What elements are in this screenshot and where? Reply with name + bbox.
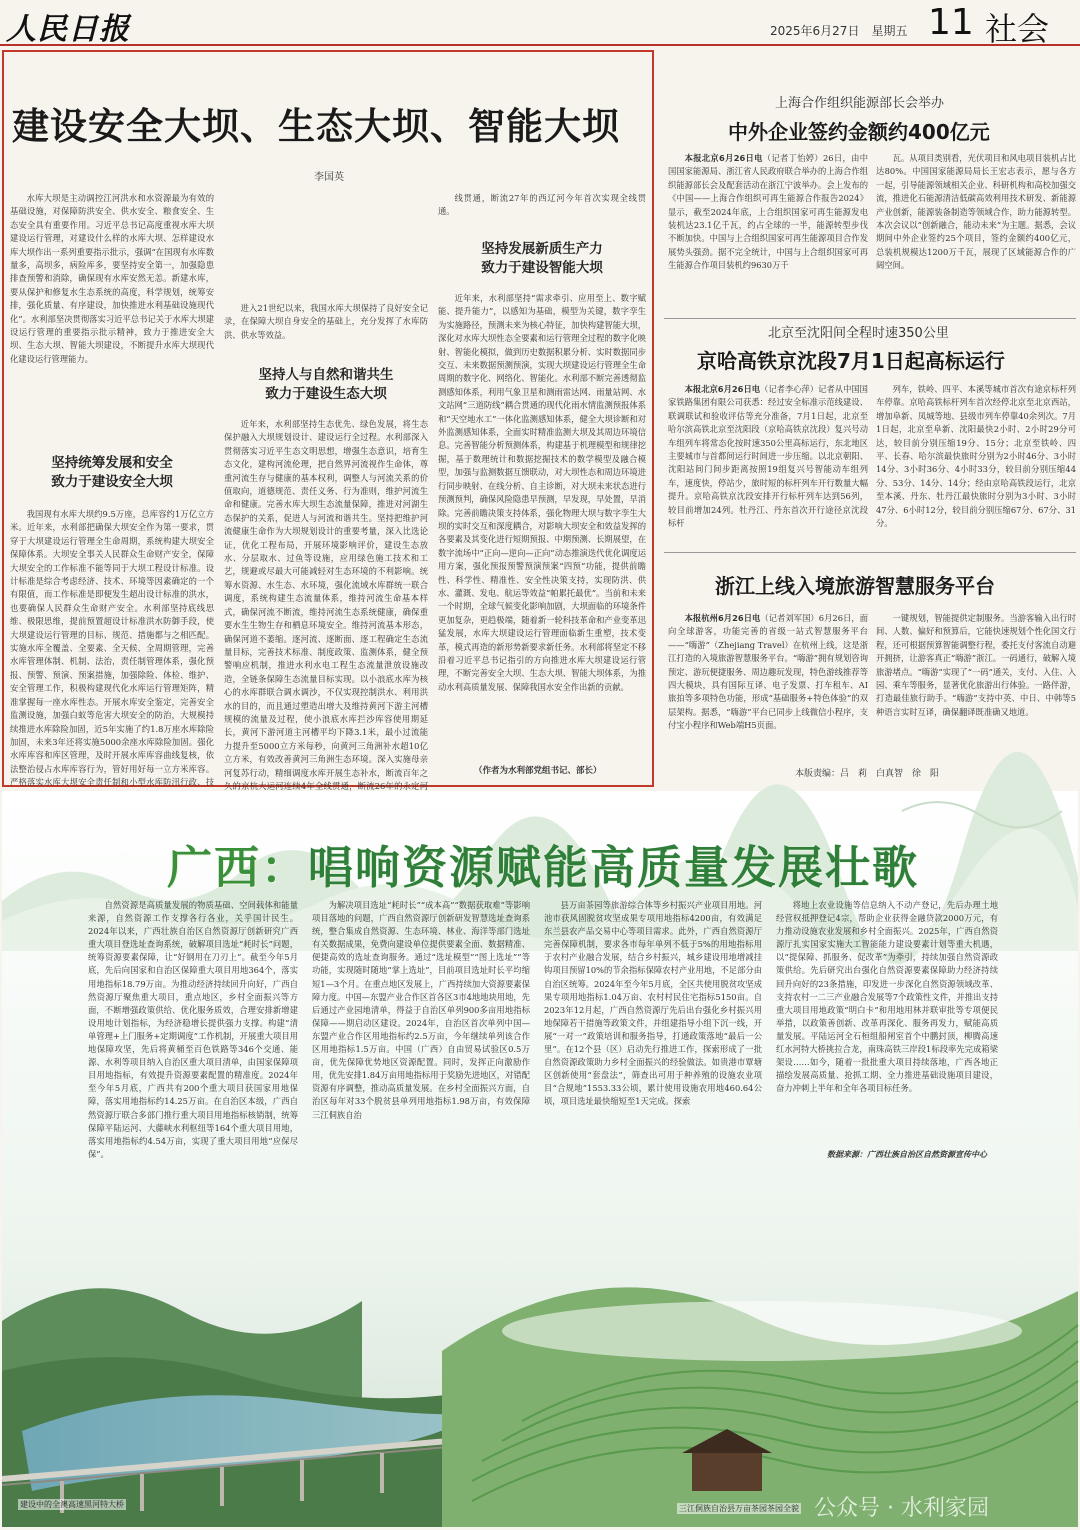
guangxi-title — [167, 831, 919, 896]
story1-headline: 中外企业签约金额约400亿元 — [728, 120, 990, 144]
story3-column-1 — [668, 612, 868, 760]
subheading-smart-dam: 坚持发展新质生产力 致力于建设智能大坝 — [481, 241, 603, 276]
story3-column-2: 一键规划，智能提供定制服务。当游客输入出行时间、人数、偏好和预算后，它能快速规划个性化国文行程，还可根据预算智能调整行程，委托支付客流自动避开拥挤，让游客真正“嗨游”浙江。一码通行，破解入境旅游堵点。“嗨游”实现了“一码”通关，支付、入住、入园、乘车等服务，显著优化旅游出行体验。一路伴游，打造最佳旅行助手。“嗨游”支持中英、中日、中韩等5种语言实时互译，确保翻译既准确又地道。 — [876, 613, 1076, 717]
story2-text-1: （记者李心萍）记者从中国国家铁路集团有限公司获悉：经过安全标准示范线建设、联调联试和验收评估等充分准备，7月1日起，北京至哈尔滨高铁北京至沈阳段（京哈高铁京沈段）复兴号动车组列车将常态化按时速350公里高标运行，东北地区主要城市与首都间运行时间进一步压缩。以北京朝阳、沈阳站间门间步距离按照19组复兴号智能动车组列车，速度快，停站少，旅时短的标杆列车开行数量大幅提升。京哈高铁京沈段安排开行标杆列车达到56列，较目前增加24列。牡丹江、丹东首次开行途径京沈段标杆 — [668, 384, 868, 529]
guangxi-column-3: 县万亩茶园等旅游综合体等乡村振兴产业项目用地。河池市获风固脱贫攻坚成果专项用地指标4200亩，有效满足东兰县农产品交易中心等项目需求。此外，广西自然资源厅完善保障机制，要求各市每年单列不低于5%的用地指标用于农村产业融合发展，结合乡村振兴，城乡建设用地增减挂钩项目预留10%的节余指标保障农村产业用地，不足部分由自治区统筹。2024年至今年5月底，全区共使用脱贫攻坚成果专项用地指标1.04万亩、农村村民住宅指标5150亩。自2023年12月起，广西自然资源厅先后出台强化乡村振兴用地保障若干措施等政策文件，并组建指导小组下沉一线，开展“一对一”政策培训和服务指导，打通政策落地“最后一公里”。在12个县（区）启动先行推进工作，探索形成了一批自然资源政策助力乡村全面振兴的经验做法。如贵港市覃塘区创新使用“套盘法”，筛查出可用于种养殖的设施农业项目“合规地”1553.33公顷，累计使用设施农用地460.64公顷，项目选址最快缩短至1天完成。探索 — [544, 900, 762, 1107]
photo-caption-tea-garden: 三江侗族自治县万亩茶园茶园全貌 — [679, 1504, 799, 1513]
story3-text-1: （记者刘军国）6月26日，面向全球游客，功能完善的省级一站式智慧服务平台——“嗨游”（Zhejiang Travel）在杭州上线，这是浙江打造的入境旅游智慧服务平台。“嗨游”拥有规划咨询预定、游玩便捷服务、周边趣玩发现，特色游线推荐等四大模块，具有国际互译、电子发票、打车租车、AI旅拍等多项特色功能，形成“基础服务+特色体验”的双层架构。据悉，“嗨游”平台已同步上线微信小程序，支付宝小程序和Web端H5页面。 — [668, 613, 868, 731]
article-column-2-top: 进入21世纪以来，我国水库大坝保持了良好安全记录，在保障大坝自身安全的基础上，充分发挥了水库防洪、供水等效益。 — [224, 303, 428, 340]
masthead — [0, 0, 1080, 46]
article-column-2-bottom: 近年来，水利部坚持生态优先、绿色发展，将生态保护融入大坝规划设计、建设运行全过程。水利部深入贯彻落实习近平生态文明思想，增强生态意识，培育生态文化，建构河流伦理，把自然界河流视作生命体，尊重河流生存与健康的基本权利，调整人与河流关系的价值取向，道德规范、责任义务、行为准则，维护河流生命和健康。完善水库大坝生态流量保障，推进对河湖生态保护的关系，促进人与河流和谐共生。坚持把维护河流健康生命作为大坝规划设计的重要考量，深入比选论证，优化工程布局，开展环境影响评价，建设生态放水、分层取水、过鱼等设施，应用绿色施工技术和工艺，规避或尽最大可能减轻对生态环境的不利影响。统筹水资源、水生态、水环境，强化流域水库群统一联合调度，系统构建生态流量体系，维持河流生命基本样式，确保河流不断流，维持河流生态系统健康，确保重要水生生物生存和栖息环境安全。维持河流基本形态，确保河道不萎缩。逐河流、逐断面、逐工程确定生态流量目标，完善技术标准、制度政策、监测体系，健全预警响应机制，推进水利水电工程生态流量泄放设施改造，全链条保障生态流量目标实现。以小浪底水库为核心的水库群联合调水调沙，不仅实现控制洪水、利用洪水的目的，而且通过塑造出增大及维持黄河下游主河槽规模的流量及过程，使小浪底水库拦沙库容使用期延长，黄河下游河道主河槽平均下降3.1米，最小过流能力提升至5000立方米每秒，向黄河三角洲补水超10亿立方米，有效改善黄河三角洲生态环境。深入实施母亲河复苏行动，精细调度水库开展生态补水，断流百年之久的京杭大运河连续4年全线贯通，断流26年的永定河 — [224, 419, 428, 791]
article-author: 李国英 — [314, 172, 344, 183]
article-column-1-top: 水库大坝是主动调控江河洪水和水资源最为有效的基础设施，对保障防洪安全、供水安全、粮食安全、生态安全具有重要作用。习近平总书记高度重视水库大坝建设运行管理，对建设什么样的水库大坝、怎样建设水库大坝作出一系列重要指示批示，强调“在国现有水库数量多，高坝多，病险库多，要坚持安全第一，加强隐患排查预警和消除，确保现有水库安然无恙。新建水库，要从保护和修复水生态系统的高度，科学规划，统筹安排，强化质量、有序建设，加快推进水利基础设施现代化”。水利部坚决贯彻落实习近平总书记关于水库大坝建设运行管理的重要指示批示精神，致力于推进安全大坝、生态大坝、智能大坝建设，不断提升水库大坝现代化建设运行管理能力。 — [10, 193, 214, 364]
story2-kicker: 北京至沈阳间全程时速350公里 — [768, 326, 949, 341]
page-number: 11 — [928, 2, 974, 43]
page-editors: 本版责编：吕 莉 白真智 徐 阳 — [795, 769, 940, 779]
story2-headline: 京哈高铁京沈段7月1日起高标运行 — [697, 349, 1005, 373]
story2-dateline: 本报北京6月26日电 — [684, 384, 761, 394]
guangxi-column-4: 将地上农业设施等信息纳入不动产登记，先后办理土地经营权抵押登记4宗，帮助企业获得金融贷款2000万元，有力推动设施农业发展和乡村全面振兴。2025年，广西自然资源厅扎实国家实施大工智能能力建设要素计划等重大机遇，以“提保障、抓服务、促改革”为牵引，持续加强自然资源政策供给。先后研究出台强化自然资源要素保障助力经济持续回升向好的23条措施，印发进一步深化自然资源领域改革、支持农村一二三产业融合发展等7个政策性文件，并推出支持重大项目用地政策“明白卡”和用地用林并联审批等专项便民举措，以政策善创新、改革再深化、服务再发力，赋能高质量发展。平陆运河全石桓组船闸室首个中鹏封顶，柳腾高速红水河特大桥挑拉合龙，南珠高铁三岸段1标段率先完成箱梁架设……如今，随着一批批重大项目持续落地，广西各地正描绘发展高质量、抢抓工期、全力推进基础设施项目建设，奋力冲刺上半年和全年各项目标任务。 — [776, 900, 998, 1094]
subheading-eco-dam: 坚持人与自然和谐共生 致力于建设生态大坝 — [258, 367, 394, 402]
story2-column-2: 列车，铁岭、四平、本溪等城市首次有途京标杆列车停靠。京哈高铁标杆列车首次经停北京至北京西站，增加阜新、凤城等地、县级市列车停靠40余列次。7月1日起，北京至阜新、沈阳最快2小时、2小时29分可达，较目前分别压缩19分、15分；北京至铁岭、四平、长春、哈尔滨最快旅时分别为2小时46分、3小时14分、3小时36分、4小时33分，较目前分别压缩44分、53分、14分、14分；经由京哈高铁段运行，北京至本溪、丹东、牡丹江最快旅时分别为3小时、3小时47分、6小时12分，较目前分别压缩67分、67分、31分。 — [876, 384, 1076, 529]
guangxi-title-tail: 唱响资源赋能高质量发展壮歌 — [308, 841, 920, 894]
guangxi-feature — [2, 791, 1078, 1527]
guangxi-title-lead: 广西： — [167, 841, 309, 894]
story1-column-1 — [668, 152, 868, 314]
article-column-3-bottom: 近年来，水利部坚持“需求牵引、应用至上、数字赋能、提升能力”，以感知为基础，模型为关键，数字孪生为实施路径，预测未来为核心特征，加快构建智能大坝，深化对水库大坝性态全要素和运行管理全过程的数字化映射、智能化模拟，做到历史数据积累分析、实时数据同步交互、未来数据预测预演，实现大坝建设运行管理全生命周期的数字化、网络化、智能化。水利部不断完善透彻监测感知体系，利用气象卫星和测雨雷达网、雨量站网、水文站网“三道防线”耦合贯通的现代化雨水情监测预报体系和“天空地水工”一体化监测感知体系，健全大坝诊断和对外监测感知体系，全面实时精准监测大坝及其周边环境信息。完善智能分析预测体系，构建基于机理模型和规律挖掘，基于数理统计和数据挖掘技术的数学模型及融合模型，加强与监测数据互馈联动，对大坝性态和周边环境进行同步映射、在线分析、自主诊断，对大坝未来状态进行预测预判，确保风险隐患早预测，早发现，早处置，早消除。完善前瞻决策支持体系，强化物理大坝与数字孪生大坝的实时交互和深度耦合，对影响大坝安全和效益发挥的各要素及其变化进行短期预报、中期预测、长期展望，在数字流场中“正向—逆向—正向”动态推演迭代优化调度运用方案，强化预报预警预演预案“四预”功能，提供前瞻性、科学性、精准性、安全性决策支持，实现防洪、供水、灌溉、发电、航运等效益“帕累托最优”。当前和未来一个时期，全球气候变化影响加剧，大坝面临的环境条件更加复杂，更趋极端，随着新一轮科技革命和产业变革迅猛发展，水库大坝建设运行管理面临新生重塑，技术变革，模式再造的新形势新要求新任务。水利部将坚定不移沿着习近平总书记指引的方向推进水库大坝建设运行管理，不断完善安全大坝、生态大坝、智能大坝体系，为推动水利高质量发展、保障我国水安全作出新的贡献。 — [438, 293, 646, 692]
watermark: 公众号 · 水利家园 — [814, 1496, 989, 1521]
divider — [664, 318, 1076, 319]
issue-date: 2025年6月27日 星期五 — [770, 24, 908, 38]
article-column-3-top: 线贯通，断流27年的西辽河今年首次实现全线贯通。 — [438, 193, 646, 217]
data-source: 数据来源：广西壮族自治区自然资源宣传中心 — [827, 1149, 987, 1159]
story3-dateline: 本报杭州6月26日电 — [684, 613, 761, 623]
story1-dateline: 本报北京6月26日电 — [684, 153, 763, 163]
guangxi-column-1: 自然资源是高质量发展的物质基础、空间载体和能量来源，自然资源工作支撑各行各业，关乎国计民生。2024年以来，广西壮族自治区自然资源厅创新研究广西重大项目登选址查询系统，破解项目选址“耗时长”问题，统筹资源要素保障，让“好钢用在刀刃上”。截至今年5月底，先后向国家和自治区保障重大项目用地364个，落实用地指标18.79万亩。为推动经济持续回升向好，广西自然资源厅聚焦重大项目，重点地区，乡村全面振兴等方面，不断增强政策供给、优化服务质效，合理安排新增建设用地计划指标，为经济稳增长提供强力支撑。构建“清单管理+上门服务+定期调度”工作机制，开展重大项目用地保障攻坚，先后将黄桶至百色铁路等346个交通、能源、水利等项目纳入自治区重大项目清单，由国家保障项目用地指标，有效提升资源要素配置的精准度。2024年至今年5月底，广西共有200个重大项目获国家用地保障，落实用地指标约14.25万亩。在自治区本级，广西自然资源厅联合多部门推行重大项目用地指标核销制，统筹保障平陆运河、大藤峡水利枢纽等164个重大项目用地，落实用地指标约4.54万亩，实现了重大项目用地“应保尽保”。 — [88, 900, 298, 1159]
main-article — [2, 50, 654, 791]
newspaper-logo: 人民日报 — [6, 12, 130, 47]
story2-column-1 — [668, 383, 868, 545]
subheading-safe-dam: 坚持统筹发展和安全 致力于建设安全大坝 — [51, 455, 173, 490]
article-title: 建设安全大坝、生态大坝、智能大坝 — [12, 105, 620, 148]
story1-column-2: 瓦。从项目类别看，光伏项目和风电项目装机占比达80%。中国国家能源局局长王宏志表示，愿与各方一起，引导能源领域相关企业、科研机构和高校加强交流，推进化石能源清洁低碳高效利用技术研发、新能源产业创新，能源装备制造等领域合作，助力能源转型。本次会议以“创新融合，能动未来”为主题。据悉，会议期间中外企业签约25个项目，签约金额约400亿元，总装机规模达1200万千瓦，展现了区域能源合作的广阔空间。 — [876, 153, 1076, 271]
story1-kicker: 上海合作组织能源部长会举办 — [775, 96, 945, 111]
guangxi-column-2: 为解决项目选址“耗时长”“成本高”“数据获取难”等影响项目落地的问题，广西自然资源厅创新研发智慧选址查询系统，整合集成自然资源、生态环境、林业、海洋等部门选址有关数据成果，免费向建设单位提供要素全面、数据精准、便捷高效的选址查询服务。通过“选址模型”“图上选址”“等功能，实现随时随地“掌上选址”，目前项目选址时长平均缩短1—3个月。在重点地区发展上，广西持续加大资源要素保障力度。中国—东盟产业合作区首各区3市4地地块用地，先后通过产业园地清单，得益于自治区单列900多亩用地指标保障——期启动区建设。2024年，自治区首次单列中国—东盟产业合作区用地指标约2.5万亩，今年继续单列该合作区用地指标1.5万亩。中国（广西）自由贸易试验区0.5万亩，优先保障优势地区资源配置。同时，发挥正向激励作用，优先安排1.84万亩用地指标用于奖励先进地区，对错配资源有序调整，推动高质量发展。在乡村全面振兴方面，自治区每年对33个脱贫县单列用地指标1.98万亩，有效保障三江侗族自治 — [312, 900, 530, 1120]
divider — [664, 552, 1076, 553]
landscape-photo — [2, 1201, 1078, 1527]
story1-text-1: （记者丁怡婷）26日，由中国国家能源局、浙江省人民政府联合举办的上海合作组织能源部长会及配套活动在浙江宁波举办。会上发布的《中国——上海合作组织可再生能源合作报告2024》显示，截至2024年底，上合组织国家可再生能源发电装机达23.1亿千瓦，约占全球的一半，能源转型步伐不断加快。中国与上合组织国家可再生能源项目合作发展势头强劲。据不完全统计，中国与上合组织国家可再生能源合作项目装机约9630万千 — [668, 153, 868, 271]
photo-caption-bridge: 建设中的全澳高速黑河特大桥 — [20, 1500, 124, 1509]
section-name: 社会 — [985, 10, 1050, 48]
article-column-1-bottom: 我国现有水库大坝约9.5万座，总库容约1万亿立方米。近年来，水利部把确保大坝安全作为第一要求，贯穿于大坝建设运行管理全生命周期，系统构建大坝安全保障体系。大坝安全事关人民群众生命财产安全，保障大坝安全的工作标准不能等同于大坝工程设计标准。设计标准是综合考虑经济、技术、环境等因素确定的一个有限值，而工作标准是即便发生超出设计标准的洪水，也要确保人民群众生命财产安全。水利部坚持底线思维、极限思维，提前预置超设计标准洪水防御手段，使大坝建设运行管理的目标、规范、措施都与之相匹配。实施水库全覆盖、全要素、全天候、全周期管理，完善水库管理体制、机制、法治，责任制管理体系，强化预报、预警、预演、预案措施，加强除险、体检、维护、安全管理工作，积极构建现代化水库运行管理矩阵，精准掌握每一座水库性态。开展水库安全鉴定，完善安全监测设施，加强白蚁等危害大坝安全的防治，大规模持续推进水库除险加固，近5年实施了约1.8万座水库除险加固，未来3年还将实施5000余座水库除险加固。强化水库库容和库区管理，及时开展水库库容曲线复核，依法整治侵占水库库容行为，管好用好每一立方米库容。严格落实水库大坝安全责任制和小型水库防汛行政、技 — [10, 509, 214, 788]
story3-headline: 浙江上线入境旅游智慧服务平台 — [715, 574, 995, 598]
author-signature: （作者为水利部党组书记、部长） — [474, 766, 602, 776]
